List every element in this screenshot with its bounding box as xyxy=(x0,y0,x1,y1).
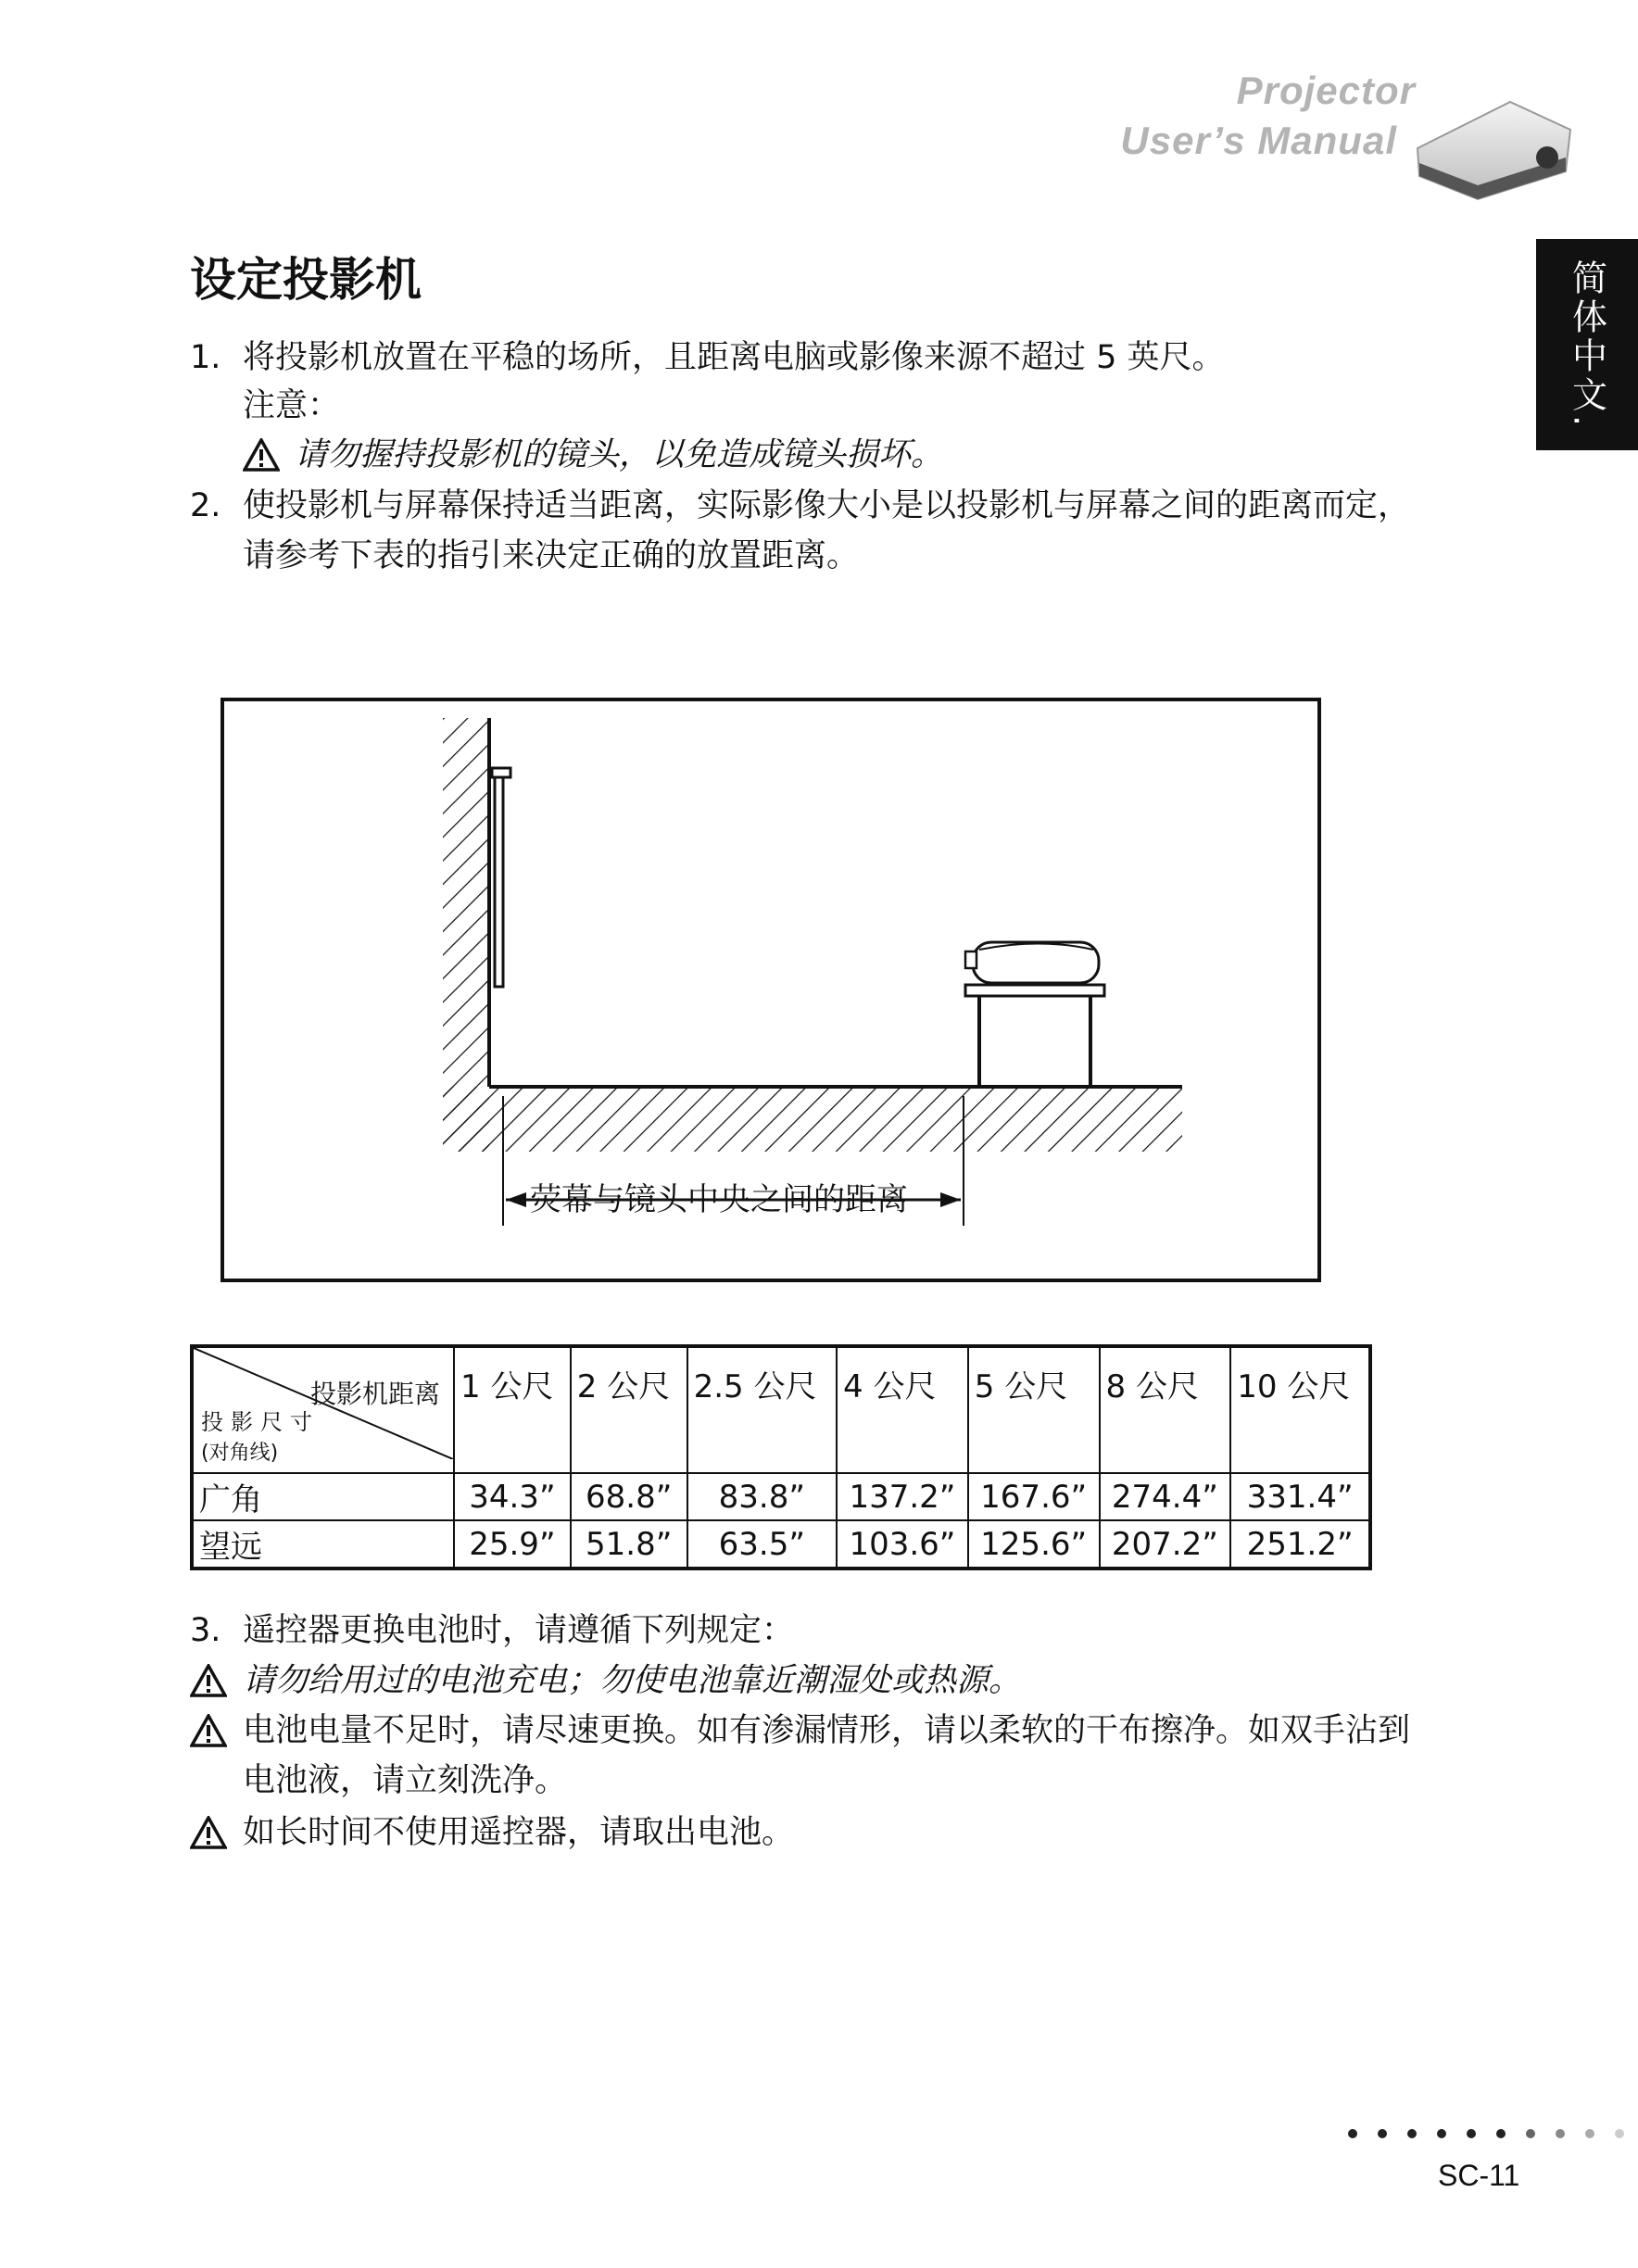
table-cell: 274.4” xyxy=(1100,1473,1231,1520)
page-number: SC-11 xyxy=(1438,2159,1520,2192)
list-item: 1. 将投影机放置在平稳的场所，且距离电脑或影像来源不超过 5 英尺。 xyxy=(190,339,1225,376)
table-cell: 83.8” xyxy=(687,1473,837,1520)
list-item-continued: 请参考下表的指引来决定正确的放置距离。 xyxy=(243,537,860,574)
row-label: 望远 xyxy=(192,1520,454,1569)
table-cell: 68.8” xyxy=(571,1473,687,1520)
table-column-header: 5 公尺 xyxy=(968,1346,1100,1473)
table-cell: 207.2” xyxy=(1100,1520,1231,1569)
table-row xyxy=(192,1520,1370,1569)
warning-icon xyxy=(190,1664,227,1697)
warning-item-continued: 电池液，请立刻洗净。 xyxy=(243,1762,568,1799)
table-cell: 25.9” xyxy=(454,1520,571,1569)
warning-icon xyxy=(190,1714,227,1747)
table-cell: 331.4” xyxy=(1230,1473,1370,1520)
placement-diagram xyxy=(220,698,1321,1282)
page-title: 设定投影机 xyxy=(190,253,422,307)
table-cell: 125.6” xyxy=(968,1520,1100,1569)
projection-size-table xyxy=(190,1344,1372,1570)
table-cell: 251.2” xyxy=(1230,1520,1370,1569)
table-column-header: 10 公尺 xyxy=(1230,1346,1370,1473)
language-tab: 简体中文. xyxy=(1536,239,1638,450)
table-column-header: 4 公尺 xyxy=(837,1346,968,1473)
table-cell: 167.6” xyxy=(968,1473,1100,1520)
warning-item: 请勿握持投影机的镜头，以免造成镜头损坏。 xyxy=(0,431,1638,479)
table-cell: 34.3” xyxy=(454,1473,571,1520)
list-item: 2. 使投影机与屏幕保持适当距离，实际影像大小是以投影机与屏幕之间的距离而定， xyxy=(190,487,1411,524)
dot-leader-decoration xyxy=(1334,2126,1631,2141)
row-label: 广角 xyxy=(192,1473,454,1520)
table-header-row xyxy=(192,1346,1370,1473)
brand-title-manual: User’s Manual xyxy=(1120,119,1397,162)
table-column-header: 1 公尺 xyxy=(454,1346,571,1473)
table-cell: 63.5” xyxy=(687,1520,837,1569)
warning-icon xyxy=(190,1816,227,1849)
table-cell: 51.8” xyxy=(571,1520,687,1569)
table-cell: 103.6” xyxy=(837,1520,968,1569)
table-column-header: 2 公尺 xyxy=(571,1346,687,1473)
list-item: 3. 遥控器更换电池时，请遵循下列规定： xyxy=(190,1612,795,1649)
table-column-header: 2.5 公尺 xyxy=(687,1346,837,1473)
table-corner-cell: 投影机距离 投影尺寸 (对角线) xyxy=(192,1346,454,1473)
warning-item: 如长时间不使用遥控器，请取出电池。 xyxy=(0,1808,1638,1857)
note-label: 注意： xyxy=(243,387,341,424)
table-column-header: 8 公尺 xyxy=(1100,1346,1231,1473)
projector-icon xyxy=(1408,93,1575,204)
distance-label: 荧幕与镜头中央之间的距离 xyxy=(530,1181,908,1218)
warning-icon xyxy=(243,438,280,472)
warning-item: 请勿给用过的电池充电；勿使电池靠近潮湿处或热源。 xyxy=(0,1657,1638,1705)
table-row xyxy=(192,1473,1370,1520)
brand-title-projector: Projector xyxy=(1236,69,1416,112)
table-cell: 137.2” xyxy=(837,1473,968,1520)
warning-item: 电池电量不足时，请尽速更换。如有渗漏情形，请以柔软的干布擦净。如双手沾到 xyxy=(0,1707,1638,1755)
